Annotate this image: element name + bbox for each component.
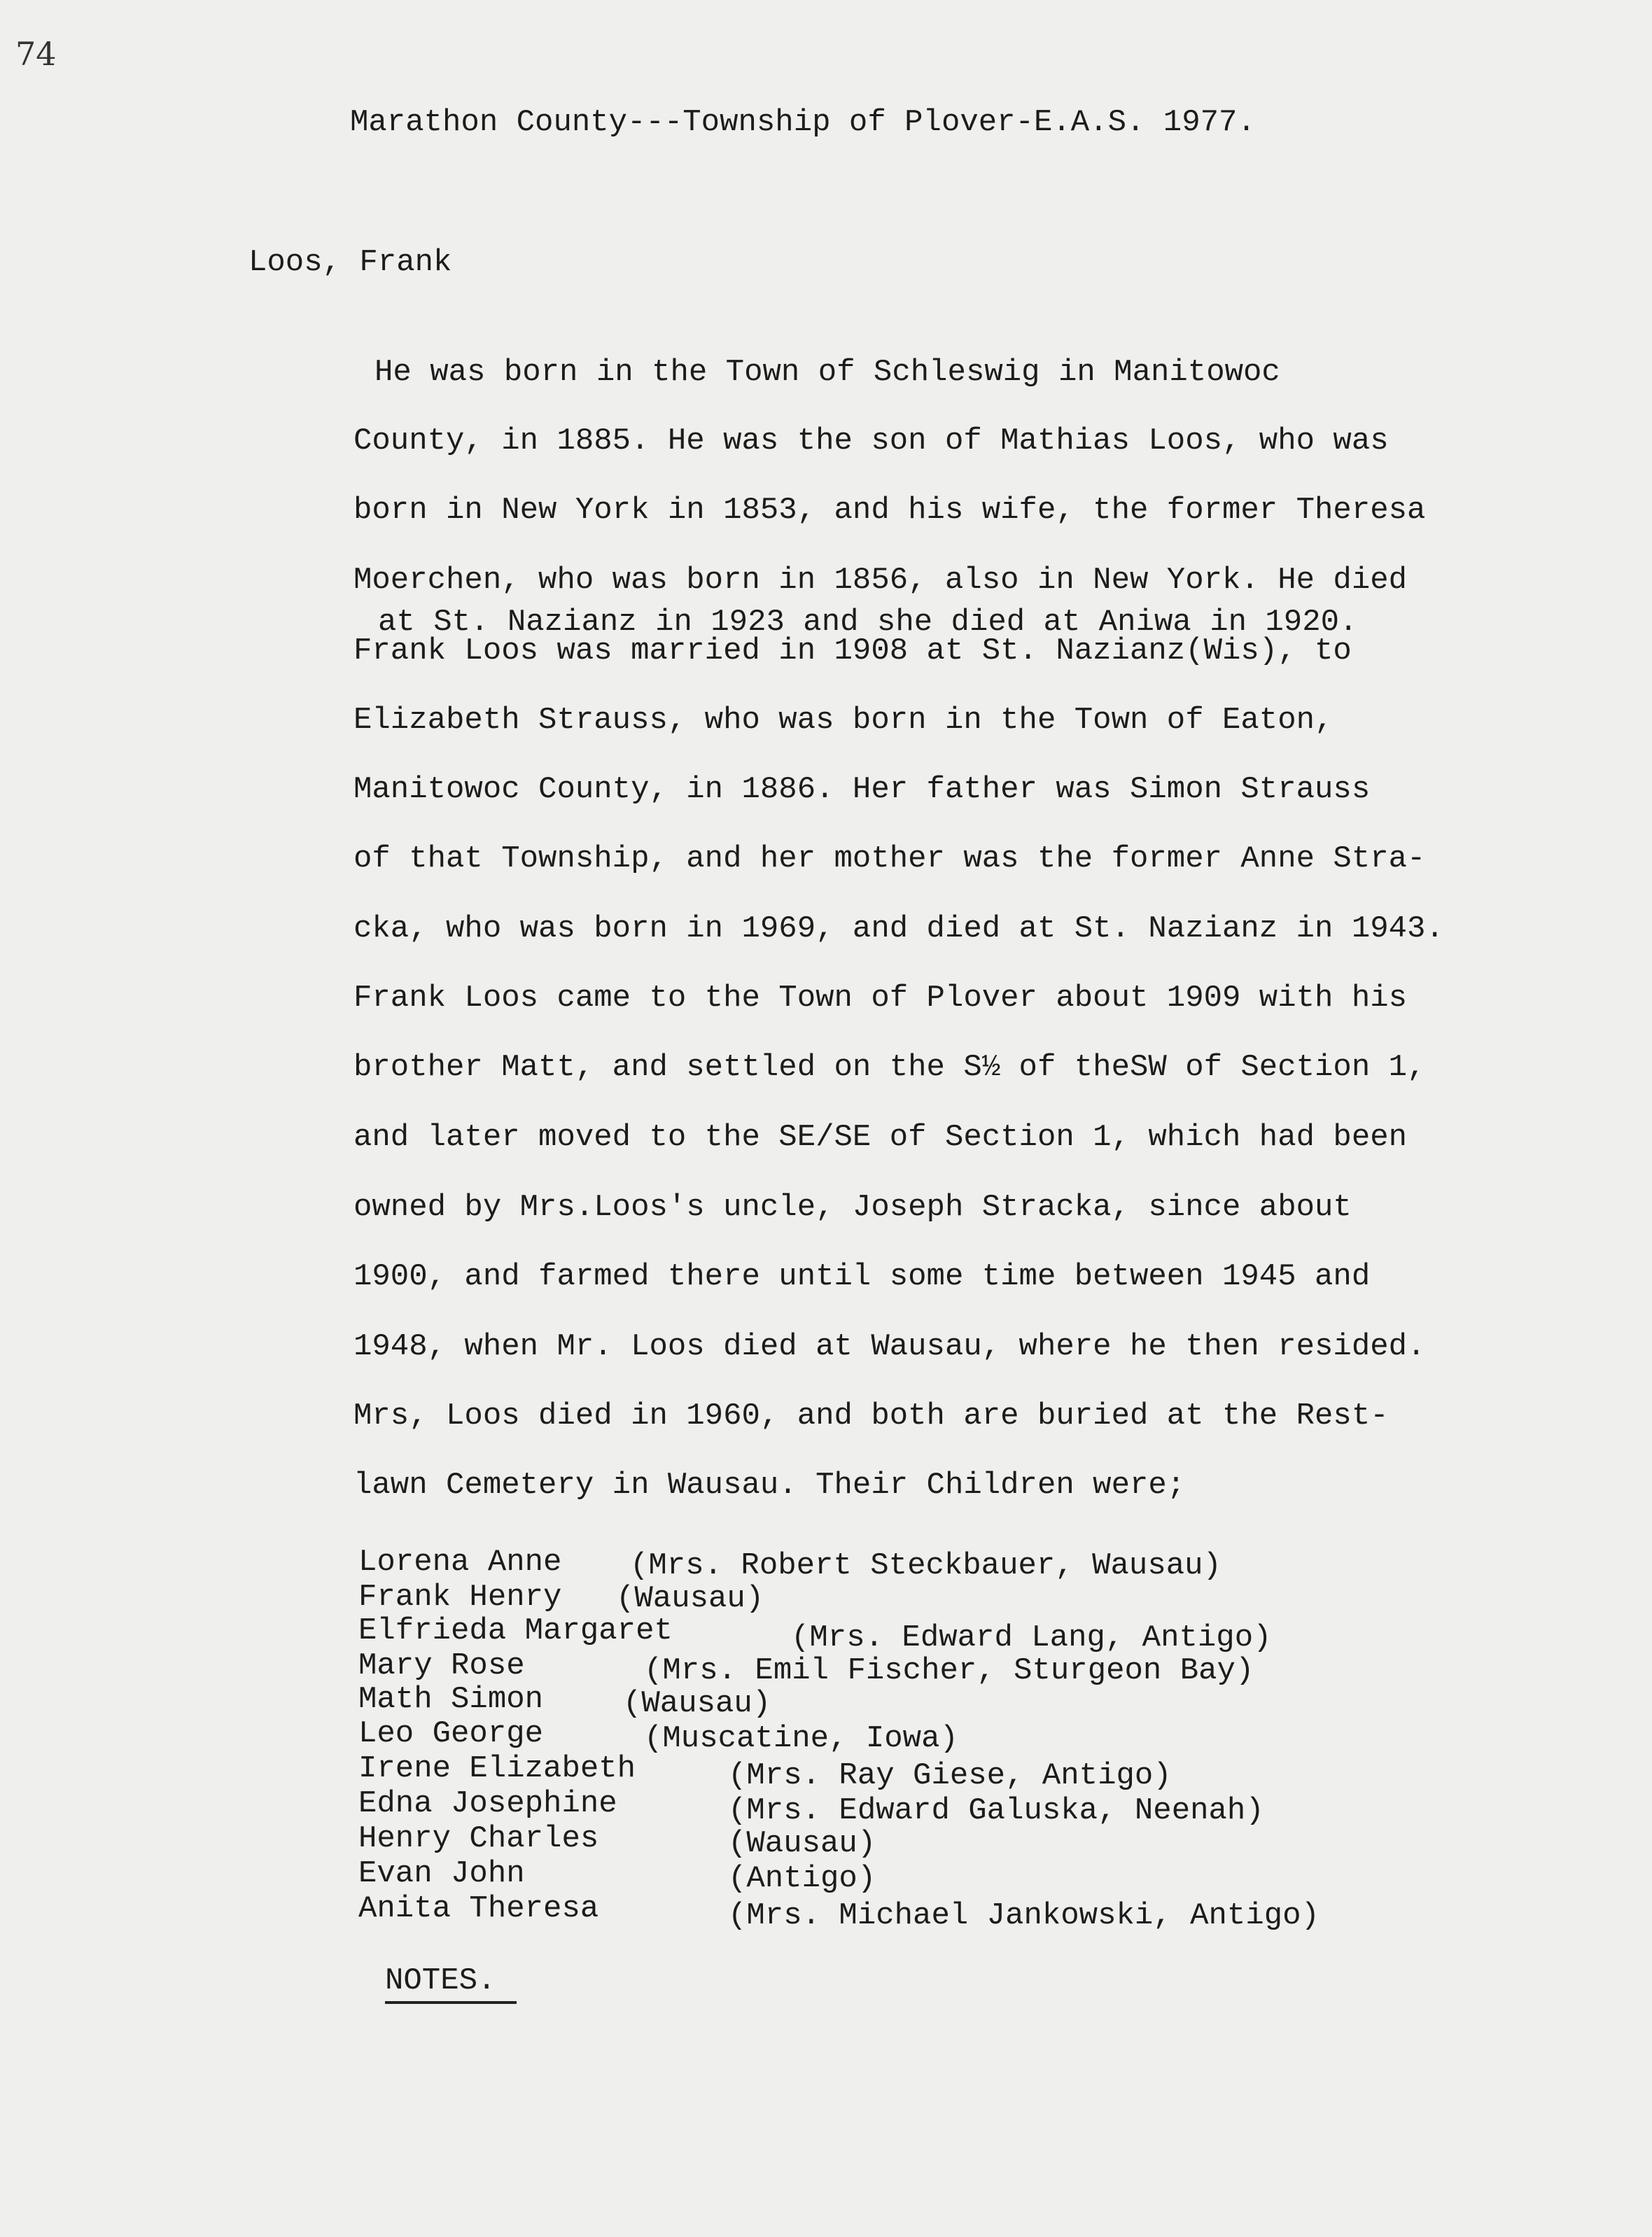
body-line: owned by Mrs.Loos's uncle, Joseph Stracka, since about xyxy=(354,1190,1352,1225)
child-name: Evan John xyxy=(358,1856,525,1891)
child-note: (Mrs. Michael Jankowski, Antigo) xyxy=(728,1898,1320,1933)
child-name: Anita Theresa xyxy=(358,1891,599,1926)
child-name: Lorena Anne xyxy=(358,1545,562,1580)
child-note: (Mrs. Edward Galuska, Neenah) xyxy=(728,1793,1264,1828)
child-note: (Antigo) xyxy=(728,1861,876,1896)
body-line: born in New York in 1853, and his wife, the former Theresa xyxy=(354,493,1426,528)
child-note: (Mrs. Robert Steckbauer, Wausau) xyxy=(630,1548,1222,1583)
body-line: Elizabeth Strauss, who was born in the Town of Eaton, xyxy=(354,703,1334,738)
child-note: (Wausau) xyxy=(616,1581,764,1616)
body-line: 1948, when Mr. Loos died at Wausau, where he then resided. xyxy=(354,1329,1426,1364)
body-line: Frank Loos was married in 1908 at St. Nazianz(Wis), to xyxy=(354,633,1352,668)
child-note: (Muscatine, Iowa) xyxy=(644,1721,958,1756)
body-line: 1900, and farmed there until some time between 1945 and xyxy=(354,1259,1371,1294)
child-name: Leo George xyxy=(358,1716,544,1751)
body-line: of that Township, and her mother was the former Anne Stra- xyxy=(354,841,1426,876)
body-line: He was born in the Town of Schleswig in Manitowoc xyxy=(374,355,1280,390)
child-note: (Mrs. Emil Fischer, Sturgeon Bay) xyxy=(644,1653,1254,1688)
body-line: Frank Loos came to the Town of Plover about 1909 with his xyxy=(354,981,1408,1016)
notes-heading: NOTES. xyxy=(385,1963,517,2004)
body-line: at St. Nazianz in 1923 and she died at Aniwa in 1920. xyxy=(378,605,1358,640)
child-note: (Mrs. Ray Giese, Antigo) xyxy=(728,1758,1172,1793)
child-note: (Wausau) xyxy=(728,1826,876,1861)
body-line: brother Matt, and settled on the S½ of theSW of Section 1, xyxy=(354,1050,1426,1085)
child-note: (Mrs. Edward Lang, Antigo) xyxy=(791,1620,1272,1655)
body-line: and later moved to the SE/SE of Section 1, which had been xyxy=(354,1120,1408,1155)
child-name: Irene Elizabeth xyxy=(358,1751,636,1786)
body-line: cka, who was born in 1969, and died at St. Nazianz in 1943. xyxy=(354,911,1444,946)
body-line: Mrs, Loos died in 1960, and both are buried at the Rest- xyxy=(354,1398,1389,1433)
child-name: Math Simon xyxy=(358,1682,544,1717)
child-name: Elfrieda Margaret xyxy=(358,1613,673,1648)
child-name: Mary Rose xyxy=(358,1648,525,1683)
child-name: Frank Henry xyxy=(358,1580,562,1615)
subject-name: Loos, Frank xyxy=(248,245,452,280)
child-note: (Wausau) xyxy=(623,1686,771,1721)
document-title: Marathon County---Township of Plover-E.A.S. 1977. xyxy=(350,105,1256,140)
body-line: Manitowoc County, in 1886. Her father was Simon Strauss xyxy=(354,772,1371,807)
body-line: Moerchen, who was born in 1856, also in New York. He died xyxy=(354,563,1408,598)
child-name: Henry Charles xyxy=(358,1821,599,1856)
body-line: lawn Cemetery in Wausau. Their Children were; xyxy=(354,1468,1186,1503)
body-line: County, in 1885. He was the son of Mathias Loos, who was xyxy=(354,423,1389,458)
page-number: 74 xyxy=(15,35,57,73)
child-name: Edna Josephine xyxy=(358,1786,617,1821)
